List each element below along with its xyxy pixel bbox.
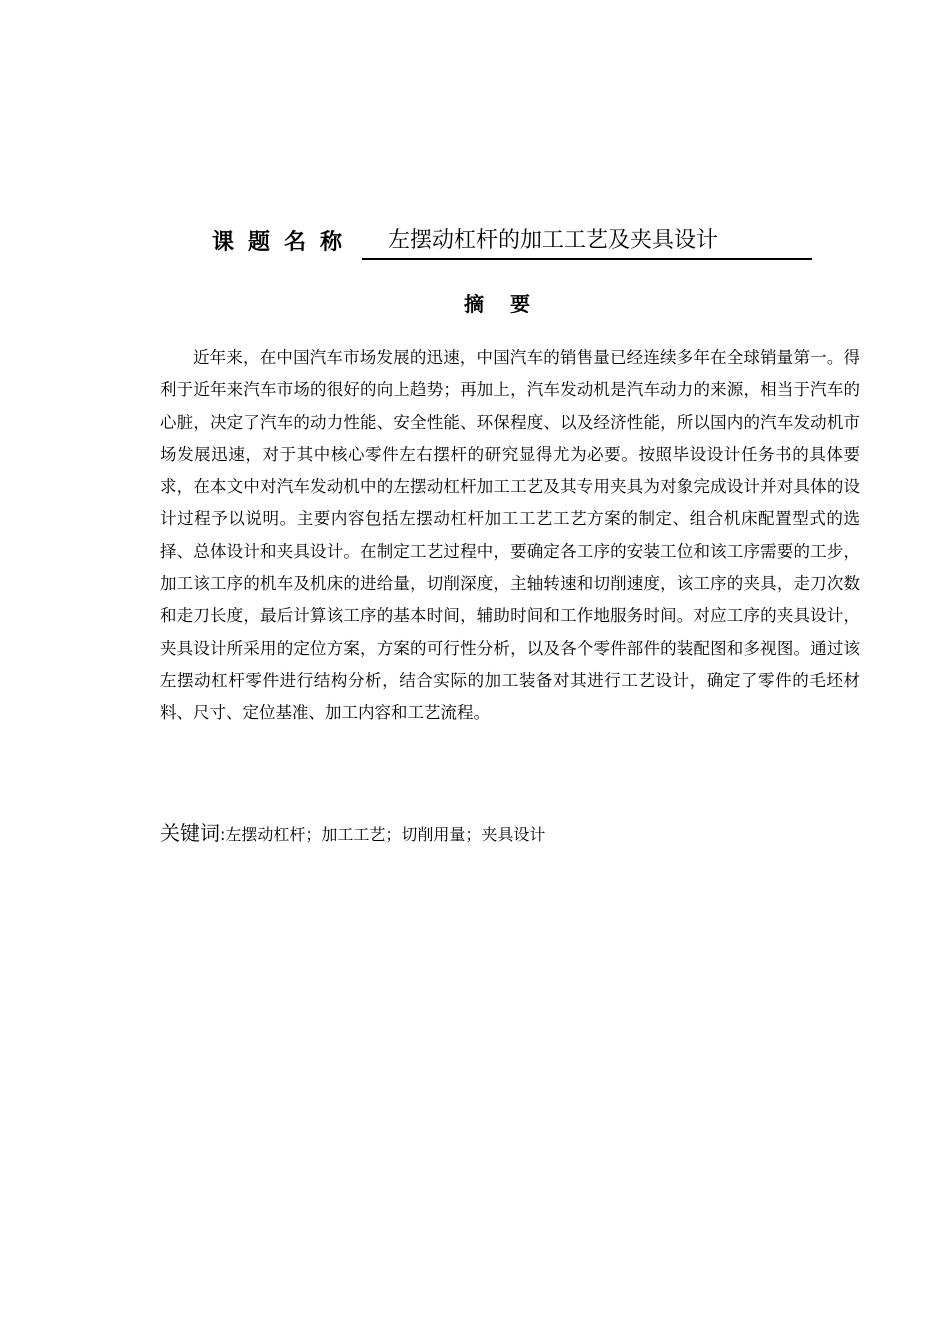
keywords-line [160,818,860,850]
abstract-heading: 摘要 [464,292,556,316]
keywords-label: 关键词 [160,821,220,845]
title-value: 左摆动杠杆的加工工艺及夹具设计 [362,224,812,260]
keywords-text: 左摆动杠杆；加工工艺；切削用量；夹具设计 [225,825,546,844]
abstract-body: 近年来，在中国汽车市场发展的迅速，中国汽车的销售量已经连续多年在全球销量第一。得利于近年来汽车市场的很好的向上趋势；再加上，汽车发动机是汽车动力的来源，相当于汽车的心脏，决定了汽车的动力性能、安全性能、环保程度、以及经济性能，所以国内的汽车发动机市场发展迅速，对于其中核心零件左右摆杆的研究显得尤为必要。按照毕设设计任务书的具体要求，在本文中对汽车发动机中的左摆动杠杆加工工艺及其专用夹具为对象完成设计并对具体的设计过程予以说明。主要内容包括左摆动杠杆加工工艺工艺方案的制定、组合机床配置型式的选择、总体设计和夹具设计。在制定工艺过程中，要确定各工序的安装工位和该工序需要的工步，加工该工序的机车及机床的进给量，切削深度，主轴转速和切削速度，该工序的夹具，走刀次数和走刀长度，最后计算该工序的基本时间，辅助时间和工作地服务时间。对应工序的夹具设计，夹具设计所采用的定位方案，方案的可行性分析，以及各个零件部件的装配图和多视图。通过该左摆动杠杆零件进行结构分析，结合实际的加工装备对其进行工艺设计，确定了零件的毛坯材料、尺寸、定位基准、加工内容和工艺流程。 [160,348,860,723]
title-row [212,222,812,260]
keywords-separator: : [220,825,226,844]
title-label: 课题名称 [212,230,357,255]
